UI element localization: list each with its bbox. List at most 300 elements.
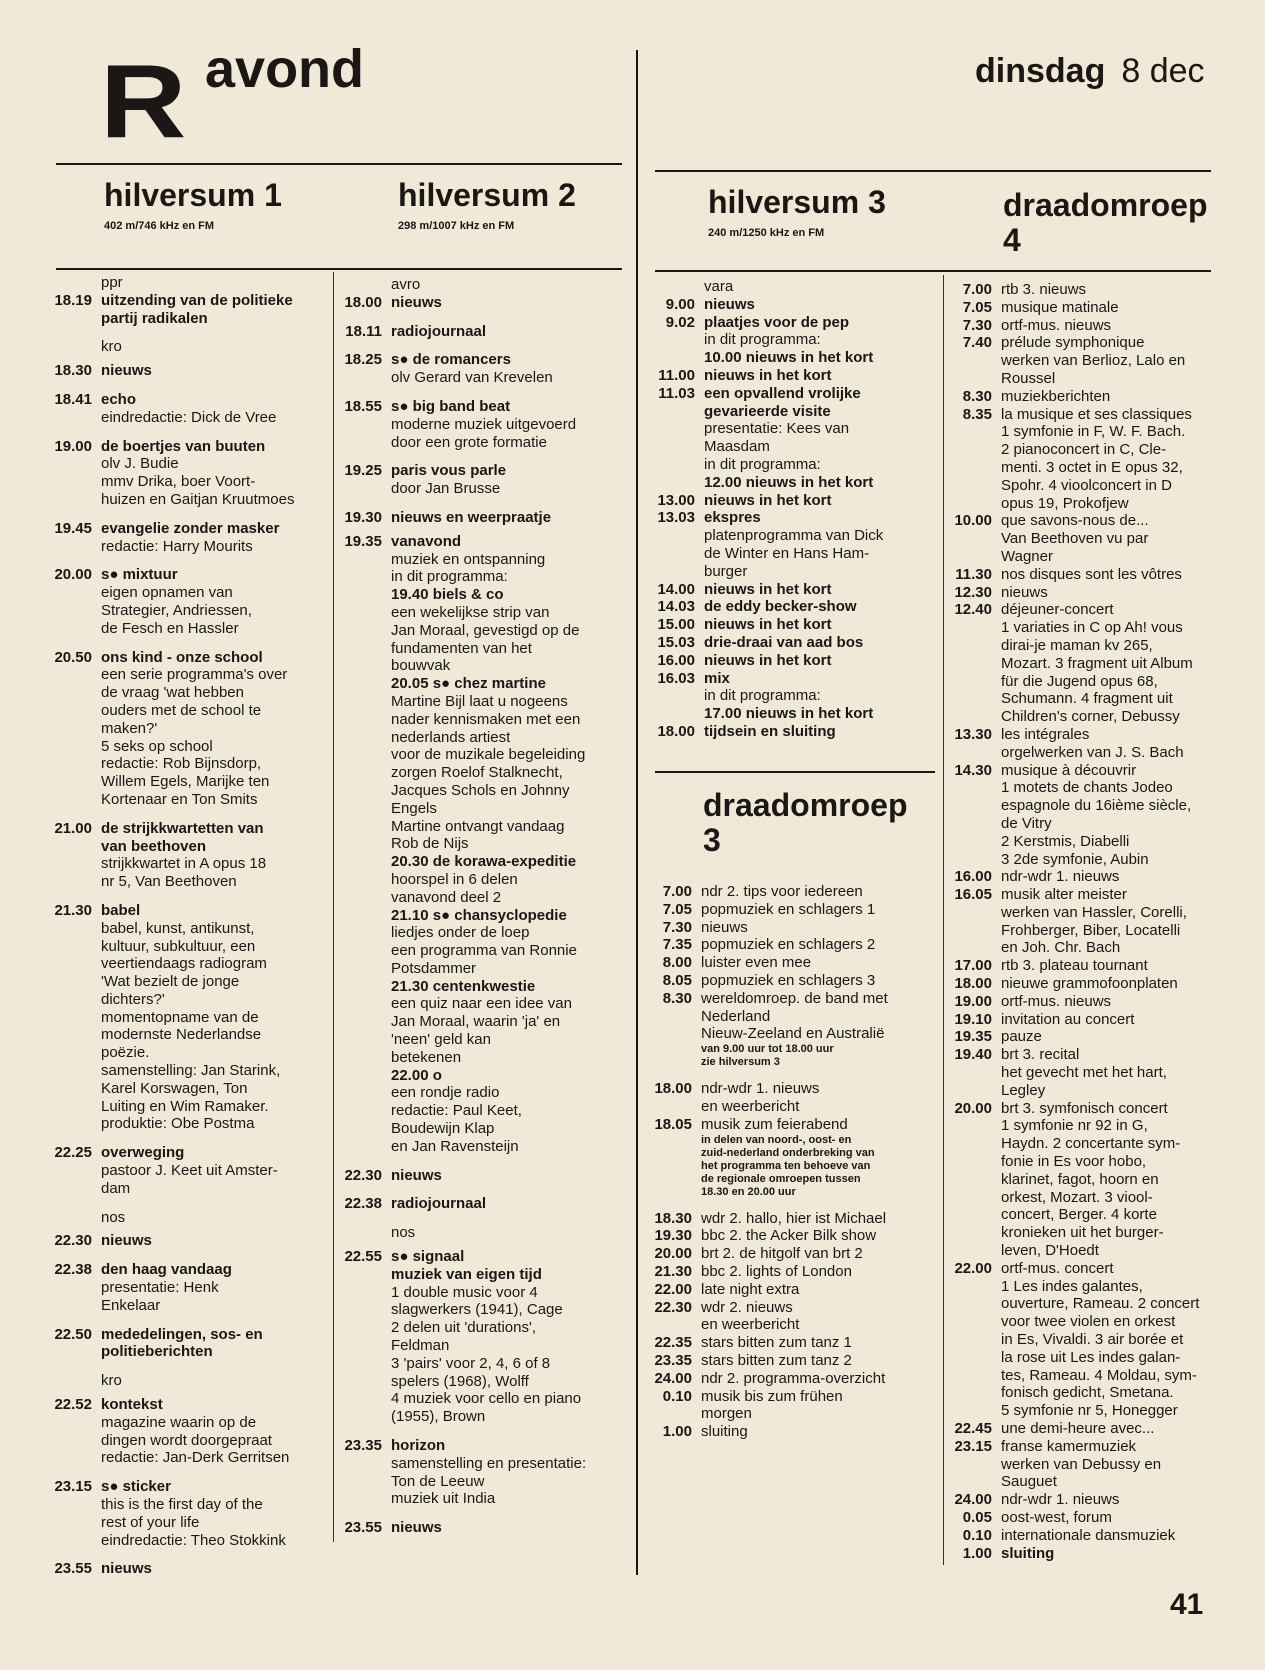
program-title: den haag vandaag	[101, 1261, 232, 1279]
spacer	[40, 1361, 330, 1372]
program-entry	[940, 1420, 1230, 1438]
program-line: modernste Nederlandse	[101, 1026, 262, 1044]
program-entry	[940, 1509, 1230, 1527]
program-details	[1001, 1420, 1230, 1438]
program-line: liedjes onder de loep	[391, 924, 530, 942]
program-line: orgelwerken van J. S. Bach	[1001, 743, 1184, 761]
header-rule-left	[56, 163, 622, 165]
program-details	[701, 1370, 940, 1388]
program-line: samenstelling en presentatie:	[391, 1454, 587, 1472]
channel-header-draadomroep-3	[703, 788, 907, 858]
page-number: 41	[1170, 1588, 1204, 1621]
program-line: stars bitten zum tanz 1	[701, 1334, 852, 1352]
program-details	[391, 1195, 635, 1213]
program-line: redactie: Jan-Derk Gerritsen	[101, 1449, 290, 1467]
program-line: 2 Kerstmis, Diabelli	[1001, 832, 1130, 850]
spacer	[330, 1213, 635, 1224]
program-entry	[640, 1245, 940, 1263]
program-line: door een grote formatie	[391, 433, 547, 451]
program-line: für die Jugend opus 68,	[1001, 672, 1158, 690]
program-time	[40, 274, 101, 292]
program-line: voor de muzikale begeleiding	[391, 746, 586, 764]
program-line: ppr	[101, 274, 123, 291]
program-entry	[330, 323, 635, 341]
program-line: nieuws	[701, 918, 748, 936]
program-line: muziekberichten	[1001, 387, 1111, 405]
program-entry	[940, 975, 1230, 993]
program-details	[704, 509, 943, 580]
schedule-hilversum-1	[40, 274, 330, 1578]
program-line: Spohr. 4 vioolconcert in D	[1001, 476, 1172, 494]
program-line: rest of your life	[101, 1513, 200, 1531]
program-line: huizen en Gaitjan Kruutmoes	[101, 490, 295, 508]
program-details	[1001, 317, 1230, 335]
program-line: fundamenten van het	[391, 639, 532, 657]
column-rule-right	[655, 270, 1211, 272]
program-time: 8.30	[962, 387, 992, 405]
program-line: stars bitten zum tanz 2	[701, 1351, 852, 1369]
program-entry	[40, 362, 330, 380]
program-entry	[640, 972, 940, 990]
program-details	[391, 351, 635, 387]
program-entry	[330, 462, 635, 498]
program-title: kontekst	[101, 1396, 163, 1414]
program-line: hoorspel in 6 delen	[391, 870, 518, 888]
program-details	[1001, 512, 1230, 565]
program-details	[704, 492, 943, 510]
program-entry	[40, 1232, 330, 1250]
program-entry	[40, 338, 330, 356]
program-entry	[643, 278, 943, 296]
program-line: Sauguet	[1001, 1473, 1057, 1491]
program-time: 19.40	[954, 1046, 992, 1064]
program-time: 14.00	[657, 580, 695, 598]
spacer	[40, 1467, 330, 1478]
program-entry	[330, 1195, 635, 1213]
program-details	[701, 1116, 940, 1199]
program-time: 18.30	[654, 1209, 692, 1227]
program-line: bbc 2. the Acker Bilk show	[701, 1227, 877, 1245]
program-line: Jan Moraal, gevestigd op de	[391, 621, 580, 639]
program-line: Nieuw-Zeeland en Australië	[701, 1025, 885, 1043]
program-details	[701, 1245, 940, 1263]
section-letter: R	[100, 44, 185, 160]
program-line: zuid-nederland onderbreking van	[701, 1146, 875, 1159]
program-line: concert, Berger. 4 korte	[1001, 1206, 1157, 1224]
program-time: 17.00	[954, 957, 992, 975]
program-line: de Winter en Hans Ham-	[704, 544, 870, 562]
program-line: in delen van noord-, oost- en	[701, 1133, 852, 1146]
program-details	[391, 509, 635, 527]
program-entry	[640, 954, 940, 972]
spacer	[330, 1508, 635, 1519]
program-line: wdr 2. nieuws	[701, 1298, 793, 1316]
program-line: invitation au concert	[1001, 1010, 1135, 1028]
program-time: 7.05	[662, 900, 692, 918]
program-line: que savons-nous de...	[1001, 512, 1149, 530]
program-line: in dit programma:	[704, 331, 821, 349]
program-entry	[940, 334, 1230, 387]
program-line: prélude symphonique	[1001, 334, 1145, 352]
spacer	[40, 1198, 330, 1209]
program-entry	[330, 351, 635, 387]
program-time: 18.11	[345, 322, 382, 340]
program-line: 1 motets de chants Jodeo	[1001, 779, 1173, 797]
program-entry	[643, 652, 943, 670]
program-entry	[940, 601, 1230, 726]
program-line: 20.05 s● chez martine	[391, 675, 546, 693]
program-line: late night extra	[701, 1280, 800, 1298]
spacer	[640, 1199, 940, 1210]
program-line: 'neen' geld kan	[391, 1031, 491, 1049]
program-line: pauze	[1001, 1028, 1042, 1046]
program-title: nieuws	[101, 1560, 152, 1578]
program-entry	[330, 276, 635, 294]
program-line: en weerbericht	[701, 1097, 800, 1115]
program-line: 5 symfonie nr 5, Honegger	[1001, 1402, 1178, 1420]
program-entry	[940, 281, 1230, 299]
program-entry	[940, 1260, 1230, 1420]
spacer	[40, 1133, 330, 1144]
program-time: 18.55	[344, 397, 382, 415]
program-entry	[940, 584, 1230, 602]
program-line: klarinet, fagot, hoorn en	[1001, 1170, 1159, 1188]
program-details	[701, 972, 940, 990]
program-details	[391, 1224, 635, 1242]
program-time: 22.52	[54, 1396, 92, 1414]
program-title: mededelingen, sos- en politieberichten	[101, 1325, 263, 1361]
program-details	[1001, 601, 1230, 726]
program-details	[101, 1326, 330, 1362]
program-title: s● de romancers	[391, 351, 511, 369]
program-line: ndr 2. tips voor iedereen	[701, 883, 863, 900]
program-entry	[640, 1263, 940, 1281]
program-details	[101, 520, 330, 556]
schedule-draadomroep-4	[940, 281, 1230, 1562]
program-entry	[40, 1326, 330, 1362]
program-line: nos	[391, 1224, 416, 1242]
program-line: nader kennismaken met een	[391, 710, 581, 728]
program-line: en Jan Ravensteijn	[391, 1137, 519, 1155]
program-line: eindredactie: Theo Stokkink	[101, 1531, 286, 1549]
program-details	[704, 634, 943, 652]
program-line: een quiz naar een idee van	[391, 995, 572, 1013]
program-line: Rob de Nijs	[391, 835, 469, 853]
program-entry	[940, 406, 1230, 513]
program-line: pastoor J. Keet uit Amster-	[101, 1162, 278, 1180]
program-line: fonie in Es voor hobo,	[1001, 1153, 1147, 1171]
program-entry	[40, 1560, 330, 1578]
program-line: momentopname van de	[101, 1008, 259, 1026]
spacer	[40, 380, 330, 391]
program-details	[1001, 993, 1230, 1011]
program-line: Children's corner, Debussy	[1001, 708, 1180, 726]
program-line: nos disques sont les vôtres	[1001, 565, 1182, 583]
program-title: sluiting	[1001, 1544, 1055, 1562]
program-line: ortf-mus. nieuws	[1001, 316, 1112, 334]
program-entry	[640, 1352, 940, 1370]
program-time: 18.19	[54, 291, 92, 309]
program-entry	[40, 1372, 330, 1390]
program-entry	[40, 1209, 330, 1227]
program-details	[704, 296, 943, 314]
program-time: 24.00	[654, 1369, 692, 1387]
program-line: musik zum feierabend	[701, 1115, 848, 1133]
program-line: 1 double music voor 4	[391, 1283, 538, 1301]
program-details	[1001, 975, 1230, 993]
program-line: strijkkwartet in A opus 18	[101, 855, 267, 873]
program-details	[704, 652, 943, 670]
program-line: this is the first day of the	[101, 1496, 263, 1514]
program-line: nieuwe grammofoonplaten	[1001, 975, 1178, 993]
program-time: 22.30	[54, 1232, 92, 1250]
channel-name: hilversum 1	[104, 177, 282, 213]
program-entry	[643, 670, 943, 723]
program-entry	[640, 1334, 940, 1352]
program-details	[391, 462, 635, 498]
program-entry	[940, 1527, 1230, 1545]
program-time: 22.38	[344, 1195, 382, 1213]
program-line: dirai-je maman kv 265,	[1001, 636, 1153, 654]
program-line: Luiting en Wim Ramaker.	[101, 1097, 269, 1115]
program-details	[101, 1396, 330, 1467]
program-time: 22.00	[954, 1259, 992, 1277]
channel-frequency: 298 m/1007 kHz en FM	[398, 220, 515, 233]
program-time: 10.00	[954, 512, 992, 530]
program-line: spelers (1968), Wolff	[391, 1372, 529, 1390]
program-entry	[643, 385, 943, 492]
program-line: oost-west, forum	[1001, 1508, 1112, 1526]
program-details	[701, 1299, 940, 1335]
spacer	[40, 638, 330, 649]
program-line: wdr 2. hallo, hier ist Michael	[701, 1209, 887, 1227]
program-entry	[330, 1167, 635, 1185]
program-line: maken?'	[101, 719, 158, 737]
program-details	[704, 670, 943, 723]
program-time: 22.30	[654, 1298, 692, 1316]
program-time: 22.38	[54, 1261, 92, 1279]
program-line: (1955), Brown	[391, 1408, 486, 1426]
program-line: 10.00 nieuws in het kort	[704, 349, 874, 367]
program-title: radiojournaal	[391, 322, 487, 340]
program-entry	[940, 762, 1230, 869]
program-entry	[940, 868, 1230, 886]
program-time: 19.30	[344, 508, 382, 526]
program-entry	[940, 993, 1230, 1011]
program-time	[330, 1224, 391, 1242]
spacer	[40, 1250, 330, 1261]
program-entry	[640, 1080, 940, 1116]
program-time: 19.10	[954, 1010, 992, 1028]
program-line: 21.10 s● chansyclopedie	[391, 906, 567, 924]
program-details	[1001, 281, 1230, 299]
program-title: nieuws in het kort	[704, 580, 832, 598]
spacer	[330, 1184, 635, 1195]
program-line: een serie programma's over	[101, 666, 288, 684]
day-title	[975, 54, 1205, 88]
program-line: musik alter meister	[1001, 886, 1127, 904]
program-time	[40, 1209, 101, 1227]
program-entry	[640, 1423, 940, 1441]
program-time: 22.00	[654, 1280, 692, 1298]
program-line: een wekelijkse strip van	[391, 603, 550, 621]
program-title: radiojournaal	[391, 1195, 487, 1213]
program-title: mix	[704, 669, 730, 687]
program-line: Mozart. 3 fragment uit Album	[1001, 654, 1193, 672]
program-details	[701, 1423, 940, 1441]
program-entry	[330, 1519, 635, 1537]
program-entry	[940, 1545, 1230, 1563]
program-details	[391, 323, 635, 341]
program-line: door Jan Brusse	[391, 480, 501, 498]
program-line: het programma ten behoeve van	[701, 1159, 871, 1172]
program-time	[40, 1372, 101, 1390]
program-time: 7.30	[662, 918, 692, 936]
program-entry	[640, 1227, 940, 1245]
program-line: van 9.00 uur tot 18.00 uur	[701, 1043, 834, 1056]
spacer	[330, 1156, 635, 1167]
program-line: bbc 2. lights of London	[701, 1262, 852, 1280]
program-time: 22.30	[344, 1166, 382, 1184]
program-details	[704, 385, 943, 492]
program-line: werken van Berlioz, Lalo en	[1001, 352, 1186, 370]
program-line: dingen wordt doorgepraat	[101, 1431, 272, 1449]
program-line: muziek en ontspanning	[391, 550, 546, 568]
program-time: 12.30	[954, 583, 992, 601]
program-time: 18.30	[54, 362, 92, 380]
program-details	[701, 1080, 940, 1116]
program-line: 22.00 o	[391, 1066, 442, 1084]
program-title: nieuws	[391, 1166, 442, 1184]
program-details	[391, 1248, 635, 1426]
program-entry	[330, 533, 635, 1156]
program-details	[701, 1263, 940, 1281]
program-title: nieuws in het kort	[704, 651, 832, 669]
program-entry	[643, 598, 943, 616]
schedule-hilversum-3	[643, 278, 943, 741]
program-time: 11.00	[658, 366, 695, 384]
program-entry	[643, 492, 943, 510]
program-details	[101, 362, 330, 380]
program-details	[704, 278, 943, 296]
program-details	[391, 276, 635, 294]
program-time: 21.00	[54, 819, 92, 837]
program-details	[704, 367, 943, 385]
program-time: 19.30	[654, 1227, 692, 1245]
program-time: 9.02	[665, 313, 695, 331]
program-line: orkest, Mozart. 3 viool-	[1001, 1188, 1153, 1206]
program-line: leven, D'Hoedt	[1001, 1242, 1099, 1260]
program-entry	[643, 314, 943, 367]
program-line: kronieken uit het burger-	[1001, 1224, 1164, 1242]
program-entry	[330, 1248, 635, 1426]
program-time	[643, 278, 704, 296]
program-time: 16.03	[657, 669, 695, 687]
program-entry	[940, 1046, 1230, 1099]
program-line: la rose uit Les indes galan-	[1001, 1348, 1181, 1366]
program-entry	[940, 1011, 1230, 1029]
program-entry	[40, 566, 330, 637]
program-time: 8.00	[662, 954, 692, 972]
program-line: vanavond deel 2	[391, 888, 502, 906]
program-line: Schumann. 4 fragment uit	[1001, 690, 1173, 708]
program-time: 23.55	[54, 1560, 92, 1578]
spacer	[330, 387, 635, 398]
program-entry	[640, 883, 940, 901]
program-line: 1 symfonie in F, W. F. Bach.	[1001, 423, 1186, 441]
program-entry	[640, 936, 940, 954]
program-time: 20.00	[654, 1245, 692, 1263]
program-entry	[40, 649, 330, 809]
program-time: 7.30	[962, 316, 992, 334]
program-line: ouders met de school te	[101, 701, 262, 719]
program-entry	[640, 1210, 940, 1228]
spacer	[40, 1315, 330, 1326]
program-line: Karel Korswagen, Ton	[101, 1079, 248, 1097]
program-entry	[40, 1396, 330, 1467]
program-line: ndr-wdr 1. nieuws	[1001, 868, 1120, 886]
program-line: 2 delen uit 'durations',	[391, 1319, 536, 1337]
program-details	[101, 1232, 330, 1250]
program-line: luister even mee	[701, 954, 812, 972]
program-line: 4 muziek voor cello en piano	[391, 1390, 582, 1408]
program-line: kro	[101, 1372, 122, 1390]
program-title: overweging	[101, 1144, 185, 1162]
program-line: espagnole du 16ième siècle,	[1001, 797, 1192, 815]
program-line: musique à découvrir	[1001, 761, 1137, 779]
program-details	[1001, 566, 1230, 584]
program-entry	[40, 274, 330, 292]
program-line: Haydn. 2 concertante sym-	[1001, 1135, 1181, 1153]
program-details	[101, 1209, 330, 1227]
program-time: 20.50	[54, 648, 92, 666]
day-date: 8 dec	[1121, 52, 1205, 90]
program-details	[1001, 957, 1230, 975]
program-line: in Es, Vivaldi. 3 air borée et	[1001, 1331, 1184, 1349]
program-line: redactie: Harry Mourits	[101, 537, 253, 555]
program-entry	[330, 1224, 635, 1242]
program-title: plaatjes voor de pep	[704, 313, 850, 331]
program-line: in dit programma:	[391, 568, 508, 586]
program-line: 1 variaties in C op Ah! vous	[1001, 619, 1183, 637]
program-time: 23.55	[344, 1519, 382, 1537]
program-time: 19.25	[344, 462, 382, 480]
channel-frequency: 402 m/746 kHz en FM	[104, 220, 215, 233]
program-time: 20.00	[54, 566, 92, 584]
program-details	[1001, 886, 1230, 957]
program-line: 3 'pairs' voor 2, 4, 6 of 8	[391, 1354, 551, 1372]
program-line: en Joh. Chr. Bach	[1001, 939, 1121, 957]
channel-number: 4	[1003, 222, 1021, 259]
program-line: de regionale omroepen tussen	[701, 1172, 861, 1185]
program-entry	[640, 1370, 940, 1388]
program-entry	[643, 581, 943, 599]
program-details	[101, 1560, 330, 1578]
program-time: 19.35	[954, 1028, 992, 1046]
program-line: Strategier, Andriessen,	[101, 601, 252, 619]
spacer	[40, 427, 330, 438]
program-time: 0.05	[962, 1508, 992, 1526]
program-title: ekspres	[704, 509, 761, 527]
program-line: redactie: Rob Bijnsdorp,	[101, 755, 262, 773]
program-line: rtb 3. nieuws	[1001, 281, 1087, 298]
program-line: kultuur, subkultuur, een	[101, 937, 256, 955]
program-title: tijdsein en sluiting	[704, 722, 836, 740]
program-line: ndr-wdr 1. nieuws	[701, 1080, 820, 1098]
program-time: 19.45	[54, 519, 92, 537]
program-details	[701, 936, 940, 954]
channel-header-hilversum-2	[398, 178, 576, 232]
